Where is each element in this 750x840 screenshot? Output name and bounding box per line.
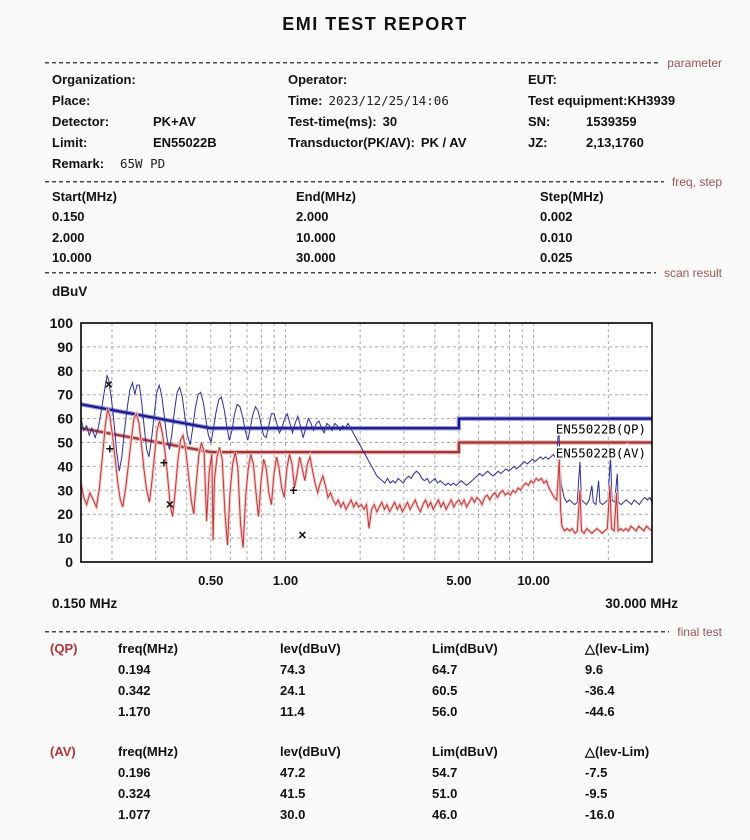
table-cell: -44.6 [585, 704, 615, 719]
x-tick-label: 1.00 [272, 573, 299, 588]
param-detector [52, 111, 217, 132]
y-tick-label: 40 [57, 458, 73, 475]
param-value: 30 [382, 114, 398, 129]
param-label: Organization: [52, 72, 136, 87]
param-label: Test-time(ms): [288, 114, 377, 129]
qp-tag: (QP) [50, 641, 78, 656]
table-cell: 47.2 [280, 765, 306, 780]
param-test-time [288, 111, 466, 132]
table-cell: 2.000 [296, 209, 329, 225]
y-axis-unit-label: dBuV [52, 284, 88, 299]
legend-qp: EN55022B(QP) [555, 421, 646, 437]
table-cell: 11.4 [280, 704, 305, 719]
y-tick-label: 70 [57, 386, 73, 403]
parameter-column-1 [52, 69, 217, 174]
param-transductor [288, 132, 466, 153]
separator-parameter [45, 57, 722, 69]
param-value: EN55022B [153, 135, 217, 150]
legend-av: EN55022B(AV) [555, 445, 646, 461]
table-cell: 2.000 [52, 229, 85, 245]
table-cell: -7.5 [585, 765, 608, 780]
scan-result-chart [0, 272, 750, 617]
param-limit [52, 132, 217, 153]
param-label: Time: [288, 93, 323, 108]
param-place [52, 90, 217, 111]
column-header: lev(dBuV) [280, 744, 341, 759]
divider [45, 62, 659, 64]
param-jz [528, 132, 675, 153]
y-tick-label: 90 [57, 338, 73, 355]
table-cell: -36.4 [585, 683, 615, 698]
table-cell: 30.0 [280, 807, 306, 822]
param-label: Transductor(PK/AV): [288, 135, 415, 150]
column-header: freq(MHz) [118, 641, 178, 656]
final-point-marker-qp: × [165, 495, 174, 512]
param-remark [52, 153, 217, 174]
table-cell: 1.170 [118, 704, 151, 719]
table-cell: 0.150 [52, 209, 85, 225]
y-tick-label: 100 [49, 315, 73, 331]
final-point-marker-qp: × [104, 375, 113, 392]
table-cell: 51.0 [432, 786, 458, 801]
section-label-freq-step: freq, step [671, 175, 722, 189]
x-end-label: 30.000 MHz [605, 596, 678, 611]
column-header: Lim(dBuV) [432, 744, 498, 759]
divider [45, 631, 669, 633]
param-label: Remark: [52, 156, 105, 171]
table-cell: 56.0 [432, 704, 458, 719]
table-cell: 0.196 [118, 765, 151, 780]
column-header: △(lev-Lim) [585, 640, 650, 656]
param-label: EUT: [528, 72, 557, 87]
y-tick-label: 10 [57, 530, 73, 547]
param-operator [288, 69, 466, 90]
parameter-column-2 [288, 69, 466, 153]
param-eut [528, 69, 675, 90]
emi-chart [0, 272, 750, 617]
y-tick-label: 80 [57, 362, 73, 379]
table-cell: 0.002 [540, 209, 573, 225]
param-organization [52, 69, 217, 90]
table-cell: 64.7 [432, 662, 458, 677]
column-header: △(lev-Lim) [585, 743, 650, 759]
section-label-scan-result: scan result [663, 266, 722, 280]
table-cell: 0.324 [118, 786, 151, 801]
param-value: 2023/12/25/14:06 [328, 93, 449, 108]
y-tick-label: 0 [65, 554, 73, 570]
table-cell: 54.7 [432, 765, 458, 780]
param-time [288, 90, 466, 111]
x-tick-label: 0.50 [198, 573, 224, 588]
table-cell: 9.6 [585, 662, 604, 677]
x-tick-label: 10.00 [517, 573, 550, 588]
param-label: Detector: [52, 114, 110, 129]
column-header: lev(dBuV) [280, 641, 341, 656]
final-point-marker-av: + [289, 481, 298, 498]
param-label: Limit: [52, 135, 88, 150]
column-header: Lim(dBuV) [432, 641, 498, 656]
table-cell: 0.010 [540, 229, 573, 245]
x-start-label: 0.150 MHz [52, 596, 118, 611]
param-label: SN: [528, 114, 551, 129]
page-title: EMI TEST REPORT [282, 14, 468, 34]
final-point-marker-av: + [105, 440, 114, 457]
param-value: 65W PD [120, 156, 166, 171]
section-label-parameter: parameter [667, 56, 722, 70]
av-tag: (AV) [50, 744, 76, 759]
table-cell: 0.025 [540, 250, 573, 266]
final-point-marker-qp: × [298, 526, 307, 543]
table-cell: 74.3 [280, 662, 306, 677]
column-header: freq(MHz) [118, 744, 178, 759]
section-label-final-test: final test [677, 625, 722, 639]
param-label: JZ: [528, 135, 548, 150]
param-label: Operator: [288, 72, 348, 87]
parameter-column-3 [528, 69, 675, 153]
final-point-marker-av: + [159, 454, 169, 471]
freq-step-table [52, 186, 700, 268]
table-cell: -9.5 [585, 786, 608, 801]
table-cell: 46.0 [432, 807, 458, 822]
param-value: 1539359 [586, 114, 637, 129]
table-cell: 0.194 [118, 662, 151, 677]
table-cell: 10.000 [52, 250, 92, 266]
final-test-av-table [50, 741, 725, 825]
param-value: 2,13,1760 [586, 135, 644, 150]
table-cell: 10.000 [296, 229, 336, 245]
y-tick-label: 30 [57, 482, 73, 499]
param-value: PK+AV [153, 114, 196, 129]
x-tick-label: 5.00 [446, 573, 472, 588]
table-cell: 0.342 [118, 683, 151, 698]
y-tick-label: 20 [57, 506, 73, 523]
param-test-equipment [528, 90, 675, 111]
final-test-qp-table [50, 638, 725, 722]
param-sn [528, 111, 675, 132]
y-tick-label: 60 [57, 410, 73, 427]
param-value: KH3939 [627, 93, 676, 108]
table-cell: 41.5 [280, 786, 306, 801]
divider [45, 181, 664, 183]
y-tick-label: 50 [57, 434, 73, 451]
column-header: Step(MHz) [540, 188, 604, 204]
column-header: End(MHz) [296, 188, 356, 204]
column-header: Start(MHz) [52, 188, 117, 204]
table-cell: 1.077 [118, 807, 151, 822]
table-cell: 30.000 [296, 250, 336, 266]
separator-final-test [45, 626, 722, 638]
table-cell: 60.5 [432, 683, 458, 698]
param-label: Test equipment: [528, 93, 628, 108]
param-value: PK / AV [420, 135, 467, 150]
table-cell: 24.1 [280, 683, 306, 698]
param-label: Place: [52, 93, 91, 108]
table-cell: -16.0 [585, 807, 615, 822]
